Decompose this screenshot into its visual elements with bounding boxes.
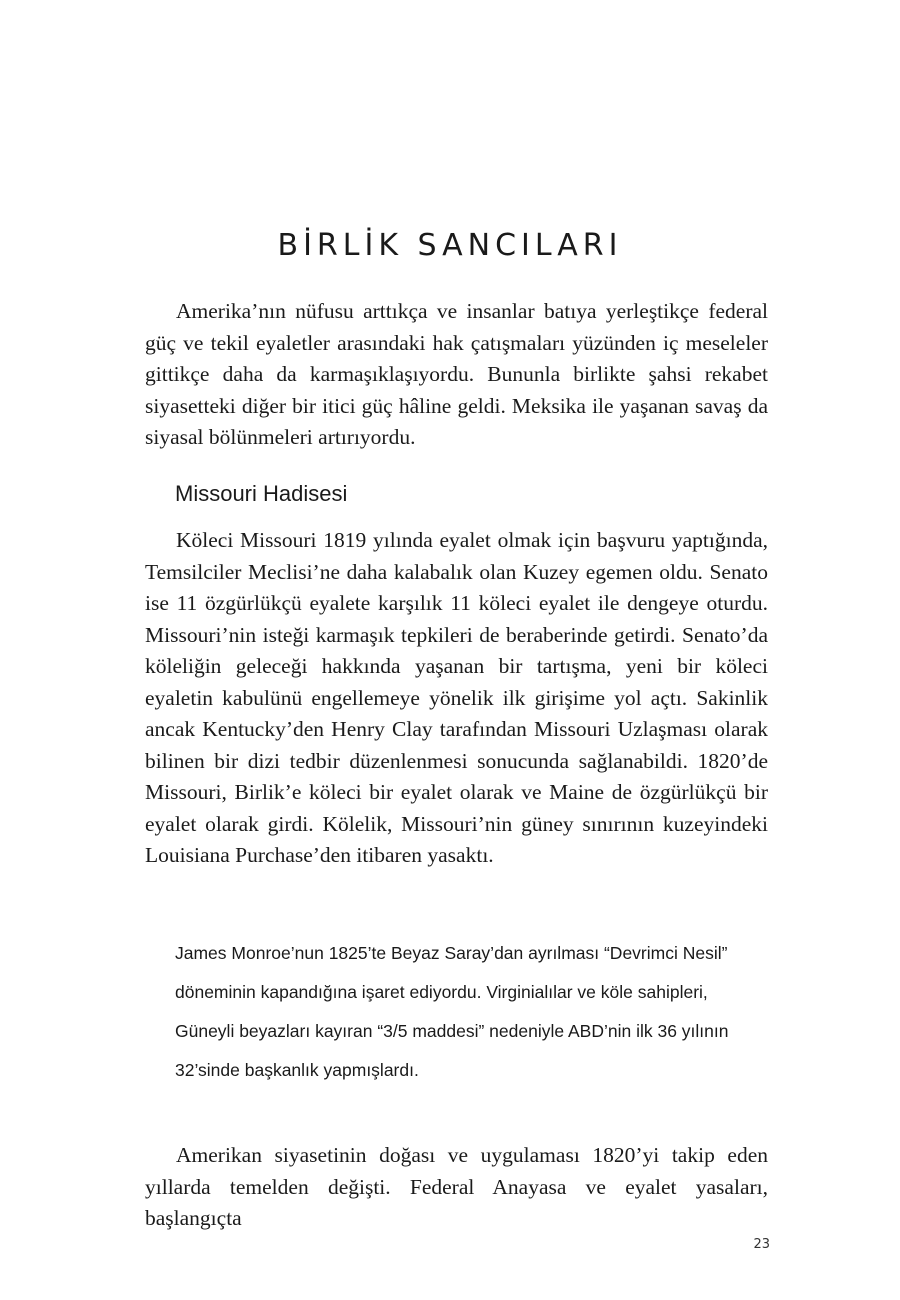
section-heading: Missouri Hadisesi [175, 481, 348, 506]
quote-line: Güneyli beyazları kayıran “3/5 maddesi” nedeniyle ABD’nin ilk 36 yılının [175, 1021, 729, 1041]
missouri-paragraph: Köleci Missouri 1819 yılında eyalet olmak için başvuru yaptığında, Temsilciler Meclisi’ne daha kalabalık olan Kuzey egemen oldu. Senato ise 11 özgürlükçü eyalete karşılık 11 köleci eyalet ile dengeye oturdu. Missouri’nin isteği karmaşık tepkileri de beraberinde getirdi. Senato’da köleliğin geleceği hakkında yaşanan bir tartışma, yeni bir köleci eyaletin kabulünü engellemeye yönelik ilk girişime yol açtı. Sakinlik ancak Kentucky’den Henry Clay tarafından Missouri Uzlaşması olarak bilinen bir dizi tedbir düzenlenmesi sonucunda sağlanabildi. 1820’de Missouri, Birlik’e köleci bir eyalet olarak ve Maine de özgürlükçü bir eyalet olarak girdi. Kölelik, Missouri’nin güney sınırının kuzeyindeki Louisiana Purchase’den itibaren yasaktı. [145, 528, 768, 867]
sidebar-quote [175, 934, 775, 1090]
intro-paragraph: Amerika’nın nüfusu arttıkça ve insanlar batıya yerleştikçe federal güç ve tekil eyaletler arasındaki hak çatışmaları yüzünden iç meseleler gittikçe daha da karmaşıklaşıyordu. Bununla birlikte şahsi rekabet siyasetteki diğer bir itici güç hâline geldi. Meksika ile yaşanan savaş da siyasal bölünmeleri artırıyordu. [145, 299, 768, 449]
page-number: 23 [753, 1237, 770, 1252]
quote-line: James Monroe’nun 1825’te Beyaz Saray’dan ayrılması “Devrimci Nesil” [175, 943, 728, 963]
quote-line: 32’sinde başkanlık yapmışlardı. [175, 1060, 419, 1080]
closing-paragraph: Amerikan siyasetinin doğası ve uygulaması 1820’yi takip eden yıllarda temelden değişti. Federal Anayasa ve eyalet yasaları, başlangıçta [145, 1143, 768, 1230]
chapter-title: BİRLİK SANCILARI [277, 228, 623, 263]
quote-line: döneminin kapandığına işaret ediyordu. Virginialılar ve köle sahipleri, [175, 982, 708, 1002]
